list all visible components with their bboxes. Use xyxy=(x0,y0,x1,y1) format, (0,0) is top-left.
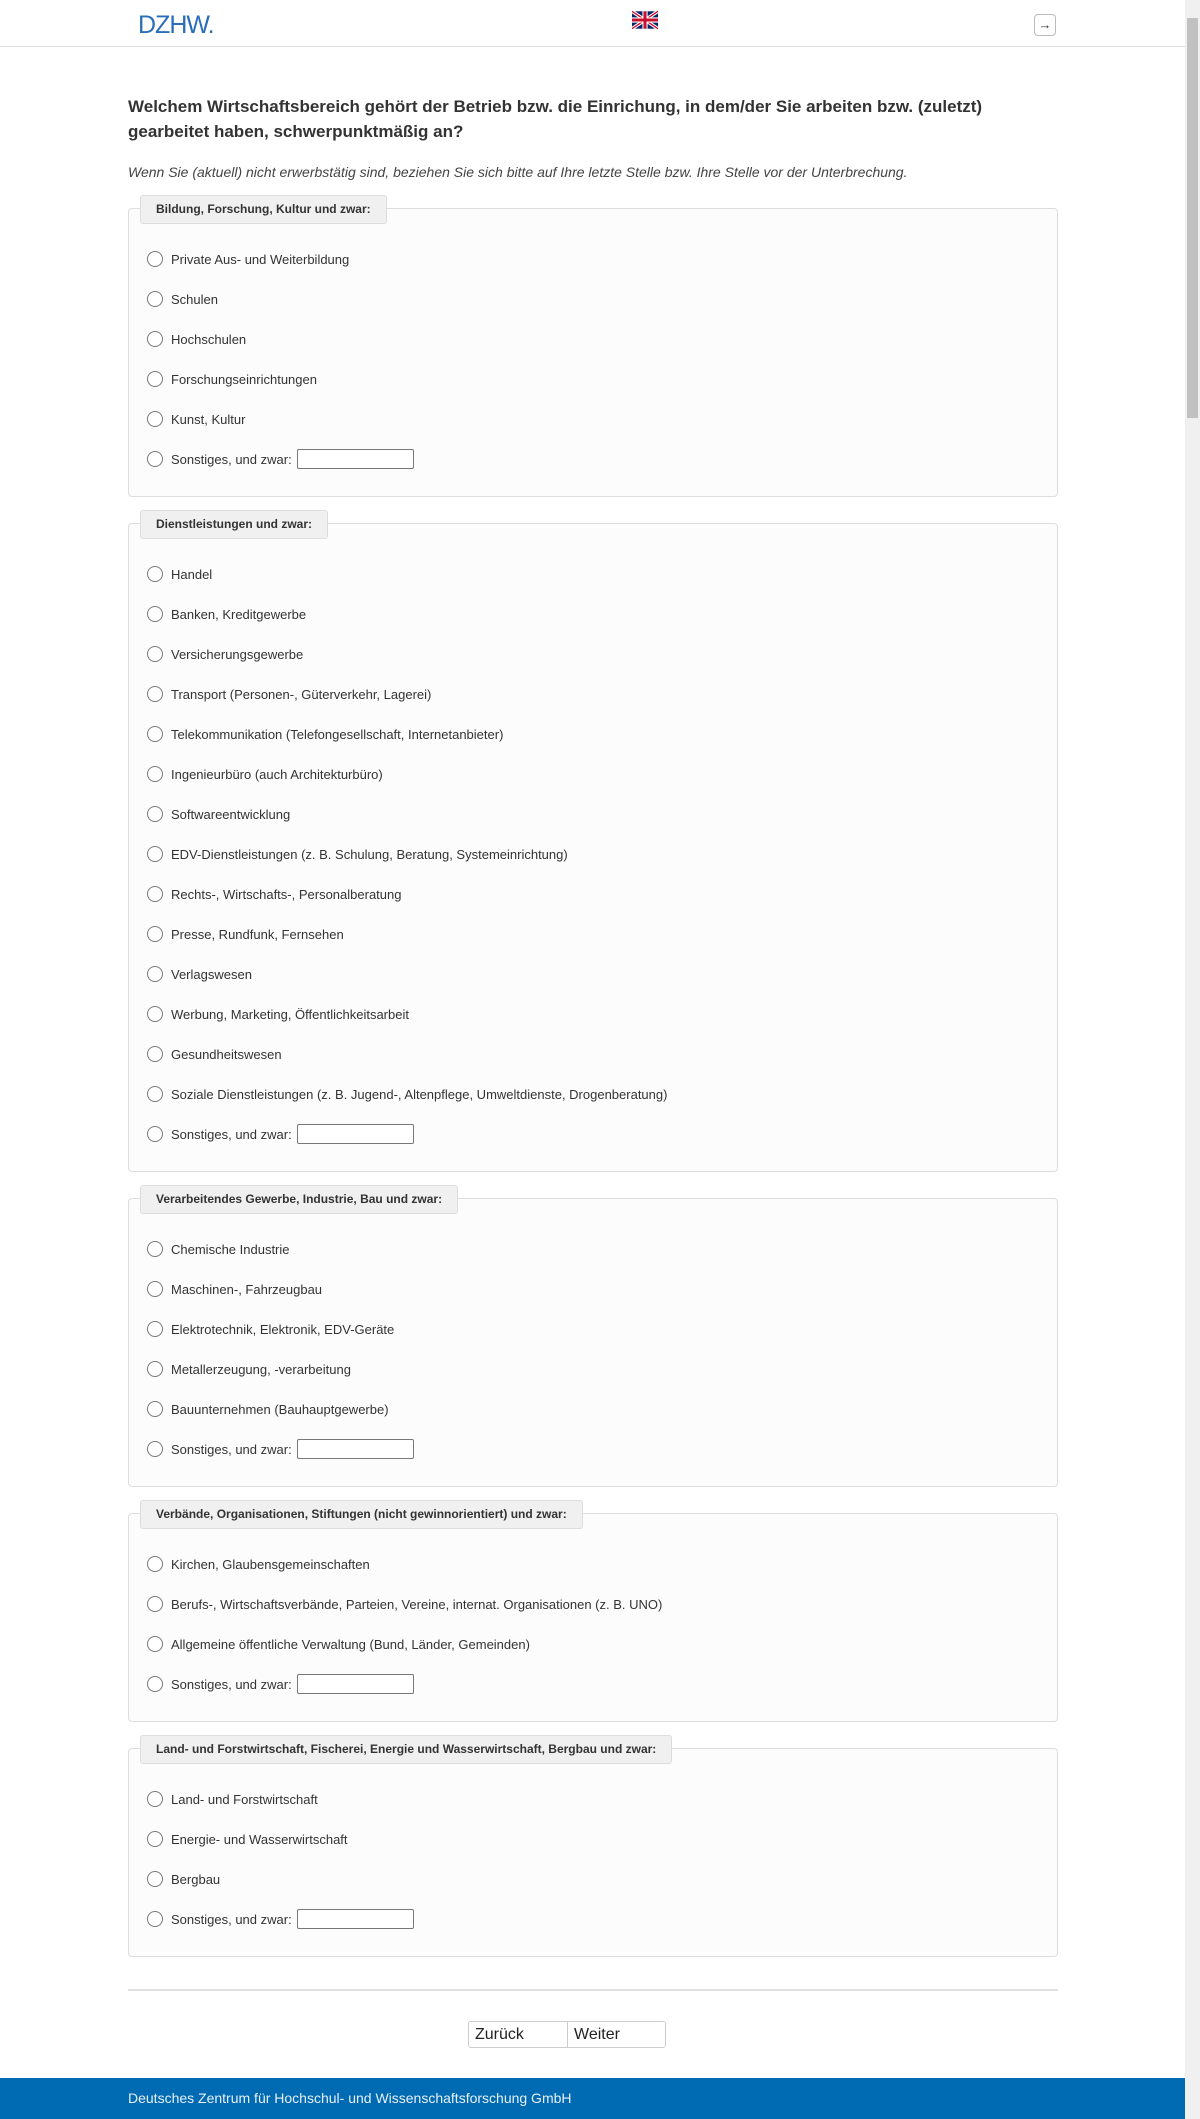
radio-button[interactable] xyxy=(147,606,163,622)
radio-option[interactable] xyxy=(129,399,1057,439)
question-hint: Wenn Sie (aktuell) nicht erwerbstätig sind, beziehen Sie sich bitte auf Ihre letzte Stelle bzw. Ihre Stelle vor der Unterbrechung. xyxy=(128,164,908,180)
uk-flag-icon[interactable] xyxy=(632,10,658,30)
radio-option[interactable] xyxy=(129,1269,1057,1309)
option-label: Sonstiges, und zwar: xyxy=(171,451,292,467)
option-group xyxy=(128,202,1058,497)
option-label: Hochschulen xyxy=(171,331,247,347)
divider xyxy=(128,1989,1058,1991)
option-label: Energie- und Wasserwirtschaft xyxy=(171,1831,348,1847)
radio-option[interactable] xyxy=(129,1349,1057,1389)
radio-button[interactable] xyxy=(147,331,163,347)
radio-option[interactable] xyxy=(129,914,1057,954)
radio-button[interactable] xyxy=(147,1791,163,1807)
option-label: Schulen xyxy=(171,291,218,307)
radio-option[interactable] xyxy=(129,1859,1057,1899)
header xyxy=(0,0,1185,47)
radio-button[interactable] xyxy=(147,806,163,822)
option-label: Land- und Forstwirtschaft xyxy=(171,1791,318,1807)
option-label: Sonstiges, und zwar: xyxy=(171,1911,292,1927)
option-label: Presse, Rundfunk, Fernsehen xyxy=(171,926,344,942)
radio-option[interactable] xyxy=(129,359,1057,399)
back-button[interactable]: Zurück xyxy=(469,2022,567,2047)
option-label: Bauunternehmen (Bauhauptgewerbe) xyxy=(171,1401,389,1417)
other-text-input[interactable] xyxy=(297,1124,414,1144)
option-label: Metallerzeugung, -verarbeitung xyxy=(171,1361,351,1377)
radio-option[interactable] xyxy=(129,1899,1057,1939)
radio-button[interactable] xyxy=(147,1676,163,1692)
dzhw-logo[interactable]: DZHW. xyxy=(138,11,214,39)
radio-button[interactable] xyxy=(147,926,163,942)
scrollbar[interactable] xyxy=(1185,0,1200,2119)
option-label: Verlagswesen xyxy=(171,966,252,982)
scrollbar-thumb[interactable] xyxy=(1187,18,1198,418)
option-label: Sonstiges, und zwar: xyxy=(171,1441,292,1457)
group-legend: Verarbeitendes Gewerbe, Industrie, Bau und zwar: xyxy=(140,1185,458,1214)
option-group xyxy=(128,1507,1058,1722)
option-label: Forschungseinrichtungen xyxy=(171,371,317,387)
radio-button[interactable] xyxy=(147,371,163,387)
radio-option[interactable] xyxy=(129,554,1057,594)
radio-option[interactable] xyxy=(129,319,1057,359)
option-label: EDV-Dienstleistungen (z. B. Schulung, Beratung, Systemeinrichtung) xyxy=(171,846,568,862)
next-button[interactable]: Weiter xyxy=(567,2022,665,2047)
radio-option[interactable] xyxy=(129,239,1057,279)
radio-option[interactable] xyxy=(129,834,1057,874)
option-label: Softwareentwicklung xyxy=(171,806,291,822)
radio-option[interactable] xyxy=(129,714,1057,754)
radio-button[interactable] xyxy=(147,451,163,467)
radio-button[interactable] xyxy=(147,1636,163,1652)
option-label: Kirchen, Glaubensgemeinschaften xyxy=(171,1556,370,1572)
option-label: Private Aus- und Weiterbildung xyxy=(171,251,350,267)
radio-option[interactable] xyxy=(129,634,1057,674)
logout-icon: → xyxy=(1038,17,1052,32)
option-label: Gesundheitswesen xyxy=(171,1046,282,1062)
radio-option[interactable] xyxy=(129,954,1057,994)
radio-button[interactable] xyxy=(147,1046,163,1062)
radio-option[interactable] xyxy=(129,1389,1057,1429)
option-label: Rechts-, Wirtschafts-, Personalberatung xyxy=(171,886,402,902)
radio-option[interactable] xyxy=(129,674,1057,714)
other-text-input[interactable] xyxy=(297,1909,414,1929)
radio-button[interactable] xyxy=(147,966,163,982)
radio-option[interactable] xyxy=(129,794,1057,834)
radio-button[interactable] xyxy=(147,1911,163,1927)
option-label: Soziale Dienstleistungen (z. B. Jugend-, Altenpflege, Umweltdienste, Drogenberatung) xyxy=(171,1086,668,1102)
radio-button[interactable] xyxy=(147,291,163,307)
radio-button[interactable] xyxy=(147,766,163,782)
logout-button[interactable] xyxy=(1034,14,1056,36)
radio-option[interactable] xyxy=(129,1624,1057,1664)
option-label: Werbung, Marketing, Öffentlichkeitsarbeit xyxy=(171,1006,409,1022)
radio-option[interactable] xyxy=(129,994,1057,1034)
option-group xyxy=(128,517,1058,1172)
radio-option[interactable] xyxy=(129,1429,1057,1469)
group-legend: Bildung, Forschung, Kultur und zwar: xyxy=(140,195,387,224)
radio-button[interactable] xyxy=(147,846,163,862)
option-label: Berufs-, Wirtschaftsverbände, Parteien, Vereine, internat. Organisationen (z. B. UNO) xyxy=(171,1596,663,1612)
radio-option[interactable] xyxy=(129,874,1057,914)
radio-option[interactable] xyxy=(129,1114,1057,1154)
other-text-input[interactable] xyxy=(297,449,414,469)
option-label: Banken, Kreditgewerbe xyxy=(171,606,307,622)
radio-option[interactable] xyxy=(129,1309,1057,1349)
radio-button[interactable] xyxy=(147,411,163,427)
option-label: Chemische Industrie xyxy=(171,1241,290,1257)
option-label: Handel xyxy=(171,566,213,582)
option-label: Transport (Personen-, Güterverkehr, Lagerei) xyxy=(171,686,432,702)
radio-button[interactable] xyxy=(147,1086,163,1102)
radio-option[interactable] xyxy=(129,439,1057,479)
navigation-buttons xyxy=(468,2021,666,2048)
footer: Deutsches Zentrum für Hochschul- und Wissenschaftsforschung GmbH xyxy=(0,2078,1185,2119)
radio-option[interactable] xyxy=(129,1074,1057,1114)
option-label: Bergbau xyxy=(171,1871,221,1887)
other-text-input[interactable] xyxy=(297,1439,414,1459)
option-label: Maschinen-, Fahrzeugbau xyxy=(171,1281,323,1297)
radio-option[interactable] xyxy=(129,1664,1057,1704)
other-text-input[interactable] xyxy=(297,1674,414,1694)
radio-button[interactable] xyxy=(147,1871,163,1887)
radio-button[interactable] xyxy=(147,1401,163,1417)
radio-option[interactable] xyxy=(129,1819,1057,1859)
radio-button[interactable] xyxy=(147,686,163,702)
option-label: Versicherungsgewerbe xyxy=(171,646,304,662)
option-group xyxy=(128,1742,1058,1957)
radio-button[interactable] xyxy=(147,1361,163,1377)
option-label: Ingenieurbüro (auch Architekturbüro) xyxy=(171,766,383,782)
option-label: Elektrotechnik, Elektronik, EDV-Geräte xyxy=(171,1321,395,1337)
radio-button[interactable] xyxy=(147,1596,163,1612)
radio-button[interactable] xyxy=(147,1831,163,1847)
radio-button[interactable] xyxy=(147,646,163,662)
radio-option[interactable] xyxy=(129,1584,1057,1624)
radio-button[interactable] xyxy=(147,886,163,902)
question-text: Welchem Wirtschaftsbereich gehört der Betrieb bzw. die Einrichung, in dem/der Sie arbeiten bzw. (zuletzt) gearbeitet haben, schwerpunktmäßig an? xyxy=(128,97,983,141)
radio-button[interactable] xyxy=(147,1281,163,1297)
option-label: Sonstiges, und zwar: xyxy=(171,1676,292,1692)
radio-button[interactable] xyxy=(147,726,163,742)
option-label: Telekommunikation (Telefongesellschaft, Internetanbieter) xyxy=(171,726,504,742)
option-label: Sonstiges, und zwar: xyxy=(171,1126,292,1142)
option-label: Allgemeine öffentliche Verwaltung (Bund, Länder, Gemeinden) xyxy=(171,1636,530,1652)
radio-button[interactable] xyxy=(147,1321,163,1337)
option-group xyxy=(128,1192,1058,1487)
radio-option[interactable] xyxy=(129,1779,1057,1819)
radio-button[interactable] xyxy=(147,566,163,582)
radio-option[interactable] xyxy=(129,754,1057,794)
radio-button[interactable] xyxy=(147,1006,163,1022)
radio-option[interactable] xyxy=(129,1229,1057,1269)
radio-option[interactable] xyxy=(129,1034,1057,1074)
radio-button[interactable] xyxy=(147,1441,163,1457)
radio-button[interactable] xyxy=(147,1241,163,1257)
group-legend: Dienstleistungen und zwar: xyxy=(140,510,328,539)
group-legend: Land- und Forstwirtschaft, Fischerei, Energie und Wasserwirtschaft, Bergbau und zwar: xyxy=(140,1735,672,1764)
radio-option[interactable] xyxy=(129,1544,1057,1584)
option-label: Kunst, Kultur xyxy=(171,411,246,427)
radio-button[interactable] xyxy=(147,1556,163,1572)
radio-button[interactable] xyxy=(147,1126,163,1142)
survey-question xyxy=(128,94,1058,1983)
radio-option[interactable] xyxy=(129,279,1057,319)
radio-button[interactable] xyxy=(147,251,163,267)
group-legend: Verbände, Organisationen, Stiftungen (nicht gewinnorientiert) und zwar: xyxy=(140,1500,583,1529)
radio-option[interactable] xyxy=(129,594,1057,634)
